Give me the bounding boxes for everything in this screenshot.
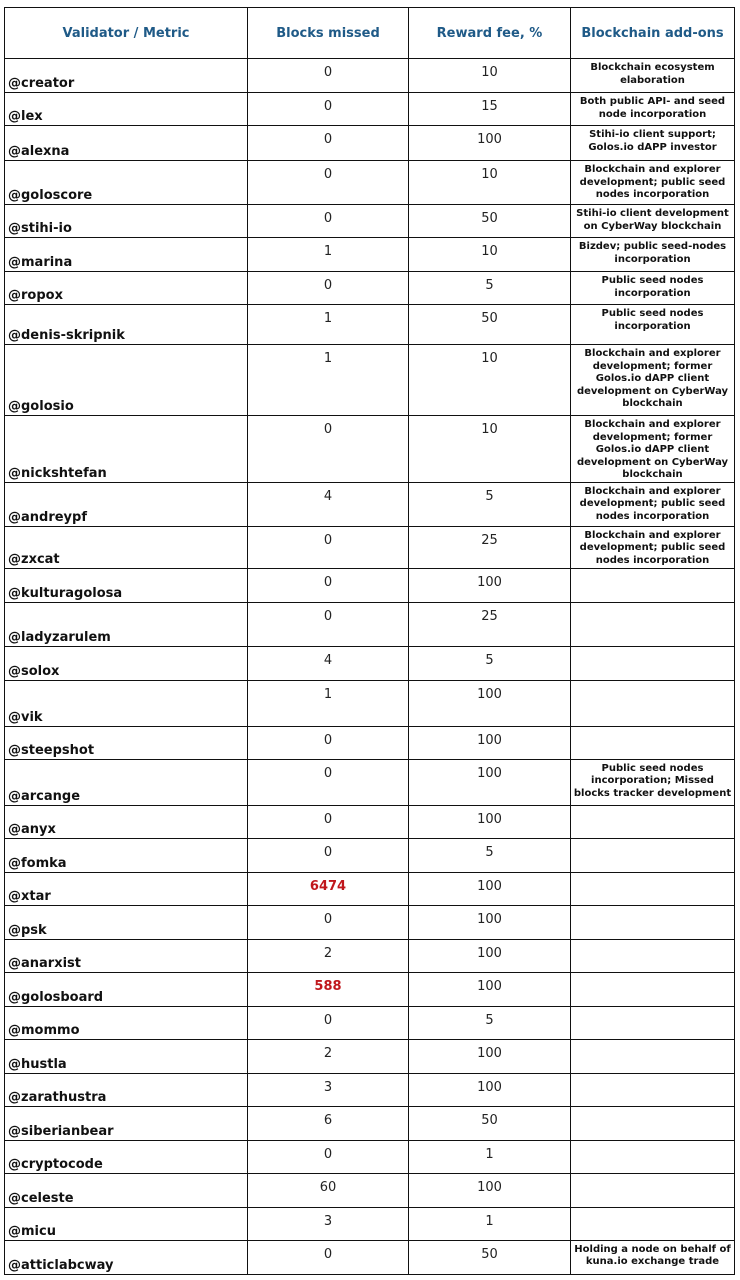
blockchain-addons-cell <box>571 646 735 680</box>
table-row <box>5 161 735 205</box>
table-row <box>5 93 735 126</box>
reward-fee-cell: 100 <box>409 1173 571 1207</box>
reward-fee-cell: 100 <box>409 972 571 1006</box>
reward-fee-cell: 100 <box>409 939 571 972</box>
reward-fee-cell: 1 <box>409 1140 571 1173</box>
blocks-missed-cell: 0 <box>248 805 409 838</box>
blockchain-addons-cell: Holding a node on behalf of kuna.io exchange trade <box>571 1240 735 1274</box>
blocks-missed-cell: 588 <box>248 972 409 1006</box>
validator-name: @zarathustra <box>5 1073 248 1106</box>
table-row <box>5 1207 735 1240</box>
table-row <box>5 759 735 805</box>
blockchain-addons-cell <box>571 805 735 838</box>
validator-name: @denis-skripnik <box>5 305 248 345</box>
validator-name: @steepshot <box>5 726 248 759</box>
blocks-missed-cell: 0 <box>248 272 409 305</box>
header-validator: Validator / Metric <box>5 8 248 59</box>
validator-name: @ropox <box>5 272 248 305</box>
validator-name: @siberianbear <box>5 1106 248 1140</box>
reward-fee-cell: 100 <box>409 1073 571 1106</box>
blocks-missed-cell: 0 <box>248 759 409 805</box>
validator-name: @solox <box>5 646 248 680</box>
blockchain-addons-cell: Stihi-io client development on CyberWay blockchain <box>571 205 735 238</box>
blocks-missed-cell: 0 <box>248 526 409 568</box>
reward-fee-cell: 50 <box>409 1106 571 1140</box>
blocks-missed-cell: 0 <box>248 568 409 602</box>
blockchain-addons-cell: Blockchain and explorer development; former Golos.io dAPP client development on CyberWay blockchain <box>571 345 735 416</box>
validator-name: @anarxist <box>5 939 248 972</box>
validator-name: @nickshtefan <box>5 416 248 483</box>
blocks-missed-cell: 0 <box>248 726 409 759</box>
reward-fee-cell: 25 <box>409 602 571 646</box>
validator-name: @vik <box>5 680 248 726</box>
table-row <box>5 59 735 93</box>
blockchain-addons-cell: Public seed nodes incorporation <box>571 305 735 345</box>
blockchain-addons-cell: Blockchain ecosystem elaboration <box>571 59 735 93</box>
blockchain-addons-cell <box>571 1106 735 1140</box>
blockchain-addons-cell: Blockchain and explorer development; former Golos.io dAPP client development on CyberWay blockchain <box>571 416 735 483</box>
blocks-missed-cell: 2 <box>248 1039 409 1073</box>
blocks-missed-cell: 3 <box>248 1207 409 1240</box>
reward-fee-cell: 50 <box>409 205 571 238</box>
blockchain-addons-cell: Public seed nodes incorporation <box>571 272 735 305</box>
table-row <box>5 416 735 483</box>
table-row <box>5 726 735 759</box>
blockchain-addons-cell <box>571 680 735 726</box>
blocks-missed-cell: 0 <box>248 161 409 205</box>
table-row <box>5 526 735 568</box>
reward-fee-cell: 1 <box>409 1207 571 1240</box>
validator-name: @kulturagolosa <box>5 568 248 602</box>
table-row <box>5 939 735 972</box>
validator-name: @hustla <box>5 1039 248 1073</box>
table-row <box>5 305 735 345</box>
table-row <box>5 126 735 161</box>
table-row <box>5 838 735 872</box>
blocks-missed-cell: 3 <box>248 1073 409 1106</box>
reward-fee-cell: 10 <box>409 345 571 416</box>
table-row <box>5 1039 735 1073</box>
validator-name: @andreypf <box>5 482 248 526</box>
reward-fee-cell: 10 <box>409 161 571 205</box>
blocks-missed-cell: 0 <box>248 1006 409 1039</box>
reward-fee-cell: 50 <box>409 305 571 345</box>
blocks-missed-cell: 1 <box>248 305 409 345</box>
blockchain-addons-cell: Stihi-io client support; Golos.io dAPP investor <box>571 126 735 161</box>
validator-name: @goloscore <box>5 161 248 205</box>
blockchain-addons-cell: Bizdev; public seed-nodes incorporation <box>571 238 735 272</box>
table-row <box>5 872 735 905</box>
validator-name: @arcange <box>5 759 248 805</box>
blockchain-addons-cell: Blockchain and explorer development; public seed nodes incorporation <box>571 482 735 526</box>
reward-fee-cell: 25 <box>409 526 571 568</box>
blockchain-addons-cell <box>571 1207 735 1240</box>
blocks-missed-cell: 0 <box>248 838 409 872</box>
blocks-missed-cell: 1 <box>248 238 409 272</box>
table-row <box>5 1173 735 1207</box>
validator-name: @xtar <box>5 872 248 905</box>
header-blockchain-addons: Blockchain add-ons <box>571 8 735 59</box>
validator-name: @atticlabcway <box>5 1240 248 1274</box>
validator-name: @creator <box>5 59 248 93</box>
blockchain-addons-cell <box>571 1173 735 1207</box>
validator-name: @cryptocode <box>5 1140 248 1173</box>
validator-name: @psk <box>5 905 248 939</box>
reward-fee-cell: 100 <box>409 905 571 939</box>
blocks-missed-cell: 0 <box>248 416 409 483</box>
table-row <box>5 646 735 680</box>
blockchain-addons-cell: Blockchain and explorer development; public seed nodes incorporation <box>571 526 735 568</box>
validator-name: @ladyzarulem <box>5 602 248 646</box>
blockchain-addons-cell <box>571 726 735 759</box>
reward-fee-cell: 100 <box>409 759 571 805</box>
table-row <box>5 1073 735 1106</box>
blocks-missed-cell: 0 <box>248 93 409 126</box>
blockchain-addons-cell <box>571 1006 735 1039</box>
table-row <box>5 1106 735 1140</box>
blocks-missed-cell: 6 <box>248 1106 409 1140</box>
reward-fee-cell: 5 <box>409 1006 571 1039</box>
reward-fee-cell: 5 <box>409 482 571 526</box>
validator-name: @stihi-io <box>5 205 248 238</box>
blockchain-addons-cell <box>571 972 735 1006</box>
blocks-missed-cell: 0 <box>248 1240 409 1274</box>
table-row <box>5 1140 735 1173</box>
table-row <box>5 205 735 238</box>
blocks-missed-cell: 2 <box>248 939 409 972</box>
table-row <box>5 972 735 1006</box>
validator-name: @celeste <box>5 1173 248 1207</box>
blocks-missed-cell: 0 <box>248 126 409 161</box>
reward-fee-cell: 5 <box>409 838 571 872</box>
blockchain-addons-cell <box>571 1140 735 1173</box>
blockchain-addons-cell <box>571 838 735 872</box>
validator-name: @fomka <box>5 838 248 872</box>
blockchain-addons-cell: Public seed nodes incorporation; Missed blocks tracker development <box>571 759 735 805</box>
table-row <box>5 238 735 272</box>
reward-fee-cell: 50 <box>409 1240 571 1274</box>
reward-fee-cell: 100 <box>409 805 571 838</box>
table-row <box>5 602 735 646</box>
header-blocks-missed: Blocks missed <box>248 8 409 59</box>
blocks-missed-cell: 0 <box>248 205 409 238</box>
validator-name: @alexna <box>5 126 248 161</box>
reward-fee-cell: 100 <box>409 568 571 602</box>
blockchain-addons-cell: Both public API- and seed node incorporation <box>571 93 735 126</box>
validators-table <box>4 7 735 1275</box>
table-row <box>5 680 735 726</box>
reward-fee-cell: 15 <box>409 93 571 126</box>
reward-fee-cell: 10 <box>409 238 571 272</box>
blockchain-addons-cell <box>571 872 735 905</box>
blockchain-addons-cell <box>571 568 735 602</box>
validator-name: @lex <box>5 93 248 126</box>
table-row <box>5 272 735 305</box>
blocks-missed-cell: 0 <box>248 59 409 93</box>
reward-fee-cell: 100 <box>409 1039 571 1073</box>
validator-name: @anyx <box>5 805 248 838</box>
blockchain-addons-cell <box>571 939 735 972</box>
blockchain-addons-cell <box>571 1073 735 1106</box>
table-row <box>5 805 735 838</box>
blocks-missed-cell: 60 <box>248 1173 409 1207</box>
header-row <box>5 8 735 59</box>
header-reward-fee: Reward fee, % <box>409 8 571 59</box>
validator-name: @mommo <box>5 1006 248 1039</box>
validator-name: @golosio <box>5 345 248 416</box>
table-row <box>5 345 735 416</box>
reward-fee-cell: 10 <box>409 59 571 93</box>
validator-name: @marina <box>5 238 248 272</box>
reward-fee-cell: 5 <box>409 272 571 305</box>
reward-fee-cell: 10 <box>409 416 571 483</box>
table-row <box>5 482 735 526</box>
validator-name: @golosboard <box>5 972 248 1006</box>
blocks-missed-cell: 4 <box>248 482 409 526</box>
blocks-missed-cell: 0 <box>248 905 409 939</box>
table-row <box>5 568 735 602</box>
reward-fee-cell: 100 <box>409 726 571 759</box>
blockchain-addons-cell <box>571 1039 735 1073</box>
blocks-missed-cell: 6474 <box>248 872 409 905</box>
reward-fee-cell: 100 <box>409 680 571 726</box>
validator-name: @zxcat <box>5 526 248 568</box>
table-row <box>5 1006 735 1039</box>
blockchain-addons-cell <box>571 905 735 939</box>
blocks-missed-cell: 0 <box>248 1140 409 1173</box>
reward-fee-cell: 100 <box>409 872 571 905</box>
blocks-missed-cell: 1 <box>248 345 409 416</box>
blocks-missed-cell: 0 <box>248 602 409 646</box>
reward-fee-cell: 5 <box>409 646 571 680</box>
table-row <box>5 1240 735 1274</box>
blocks-missed-cell: 1 <box>248 680 409 726</box>
blocks-missed-cell: 4 <box>248 646 409 680</box>
blockchain-addons-cell: Blockchain and explorer development; public seed nodes incorporation <box>571 161 735 205</box>
reward-fee-cell: 100 <box>409 126 571 161</box>
validator-name: @micu <box>5 1207 248 1240</box>
blockchain-addons-cell <box>571 602 735 646</box>
table-row <box>5 905 735 939</box>
